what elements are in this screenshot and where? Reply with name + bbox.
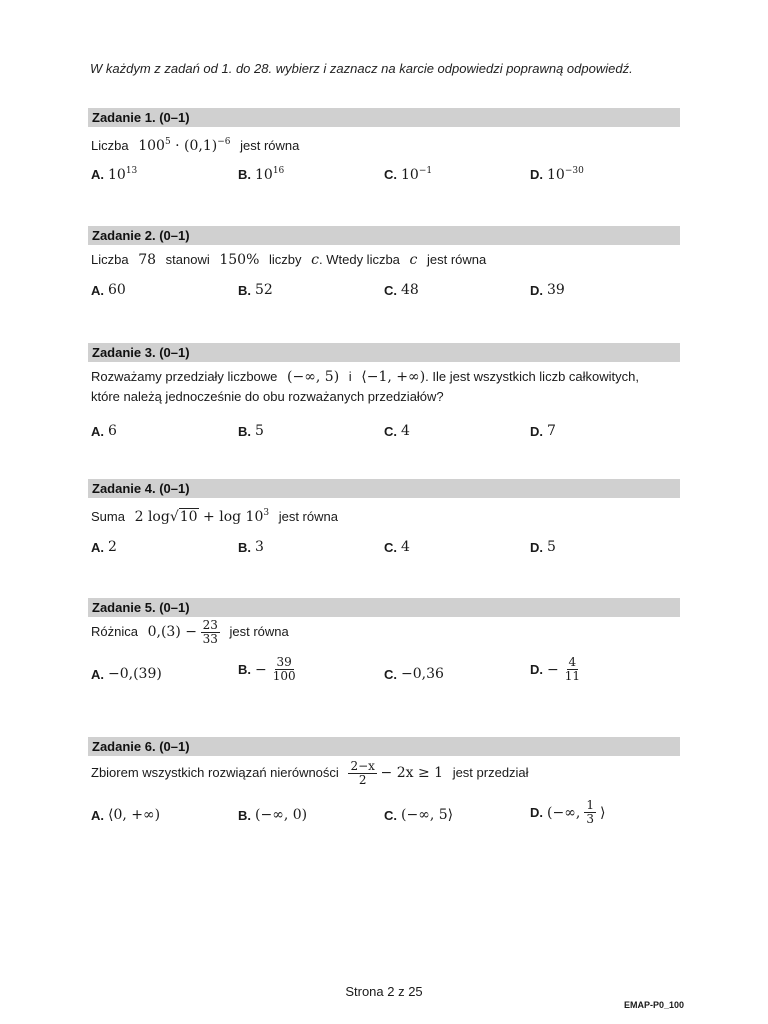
- task-header: Zadanie 2. (0–1): [88, 226, 680, 245]
- task-4: [88, 479, 680, 573]
- task-header: Zadanie 4. (0–1): [88, 479, 680, 498]
- fraction: $\frac{2-x}{2}$: [350, 759, 375, 787]
- answer-a[interactable]: A. 2: [91, 539, 117, 555]
- answer-b[interactable]: B. $10^{16}$: [238, 166, 285, 183]
- answer-c[interactable]: C. (−∞, 5⟩: [384, 807, 454, 823]
- answer-c[interactable]: C. 4: [384, 423, 410, 439]
- answer-d[interactable]: D. (−∞, $\frac{1}{3}$ ⟩: [530, 798, 606, 826]
- answer-options: [88, 423, 680, 457]
- answer-b[interactable]: B. 52: [238, 282, 273, 298]
- question-text: Rozważamy przedziały liczbowe (−∞, 5) i ⟨−1, +∞). Ile jest wszystkich liczb całkowitych,: [91, 369, 639, 385]
- instruction-text: W każdym z zadań od 1. do 28. wybierz i zaznacz na karcie odpowiedzi poprawną odpowiedź.: [90, 61, 633, 76]
- question-text: Zbiorem wszystkich rozwiązań nierówności $\frac{2-x}{2}$ − 2x ≥ 1 jest przedział: [91, 759, 529, 787]
- answer-b[interactable]: B. 5: [238, 423, 264, 439]
- answer-d[interactable]: D. 5: [530, 539, 556, 555]
- question-text: Liczba $100^5 \cdot (0,1)^{-6}$ jest równa: [91, 137, 300, 154]
- question-text: Suma 2 $\log√10 + \log 10^3$ jest równa: [91, 508, 338, 525]
- answer-a[interactable]: A. $10^{13}$: [91, 166, 138, 183]
- task-5: [88, 598, 680, 696]
- answer-a[interactable]: A. −0,(39): [91, 666, 162, 682]
- task-header: Zadanie 6. (0–1): [88, 737, 680, 756]
- task-6: [88, 737, 680, 837]
- task-2: [88, 226, 680, 316]
- answer-options: [88, 282, 680, 316]
- answer-d[interactable]: D. $10^{-30}$: [530, 166, 584, 183]
- answer-a[interactable]: A. 60: [91, 282, 126, 298]
- exam-code: EMAP-P0_100: [623, 1000, 684, 1010]
- fraction: $\frac{23}{33}$: [202, 618, 218, 646]
- answer-c[interactable]: C. −0,36: [384, 666, 444, 682]
- answer-d[interactable]: D. 7: [530, 423, 556, 439]
- task-header: Zadanie 1. (0–1): [88, 108, 680, 127]
- page-number: Strona 2 z 25: [345, 984, 423, 999]
- question-text-line-2: które należą jednocześnie do obu rozważanych przedziałów?: [91, 389, 444, 404]
- question-text: Różnica 0,(3) − $\frac{23}{33}$ jest równa: [91, 618, 289, 646]
- answer-a[interactable]: A. ⟨0, +∞): [91, 807, 161, 823]
- answer-options: [88, 797, 680, 837]
- answer-b[interactable]: B. (−∞, 0): [238, 807, 308, 823]
- answer-d[interactable]: D. 39: [530, 282, 565, 298]
- answer-options: [88, 166, 680, 200]
- answer-b[interactable]: B. 3: [238, 539, 264, 555]
- answer-options: [88, 539, 680, 573]
- answer-options: [88, 656, 680, 696]
- answer-b[interactable]: B. − $\frac{39}{100}$: [238, 655, 296, 683]
- task-header: Zadanie 3. (0–1): [88, 343, 680, 362]
- task-1: [88, 108, 680, 200]
- task-header: Zadanie 5. (0–1): [88, 598, 680, 617]
- answer-c[interactable]: C. 4: [384, 539, 410, 555]
- answer-c[interactable]: C. $10^{-1}$: [384, 166, 433, 183]
- answer-c[interactable]: C. 48: [384, 282, 419, 298]
- task-3: [88, 343, 680, 457]
- answer-d[interactable]: D. − $\frac{4}{11}$: [530, 655, 581, 683]
- answer-a[interactable]: A. 6: [91, 423, 117, 439]
- question-text: Liczba 78 stanowi 150% liczby c. Wtedy liczba c jest równa: [91, 252, 487, 268]
